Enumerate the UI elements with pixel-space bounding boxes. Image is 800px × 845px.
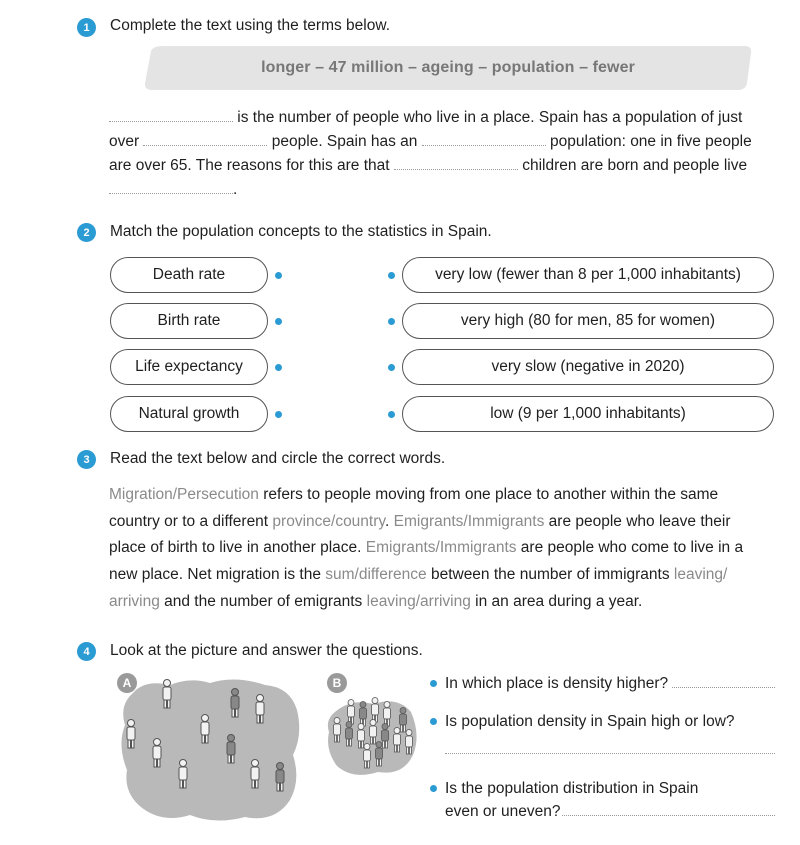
word-choice[interactable]: Migration/Persecution bbox=[109, 486, 259, 503]
question-1: In which place is density higher? bbox=[445, 675, 669, 692]
match-dot-right[interactable] bbox=[388, 318, 395, 325]
answer-blank[interactable] bbox=[394, 157, 518, 170]
match-dot-left[interactable] bbox=[275, 272, 282, 279]
para3-text: and the number of emigrants bbox=[159, 592, 367, 610]
exercise-1-heading: Complete the text using the terms below. bbox=[110, 17, 391, 34]
exercise-2-heading: Match the population concepts to the statistics in Spain. bbox=[110, 223, 492, 240]
picture-b-label: B bbox=[327, 673, 347, 693]
word-choice[interactable]: Emigrants/Immigrants bbox=[365, 539, 517, 557]
statistic-very-slow[interactable]: very slow (negative in 2020) bbox=[402, 349, 774, 385]
question-bullet bbox=[430, 718, 437, 725]
para3-text: refers to people moving from one place to another within the same bbox=[258, 486, 719, 503]
question-bullet bbox=[430, 680, 437, 687]
exercise-3-paragraph bbox=[109, 482, 769, 616]
para1-text: are over 65. The reasons for this are that bbox=[109, 157, 394, 174]
para3-text: new place. Net migration is the bbox=[109, 566, 326, 584]
word-choice[interactable]: Emigrants/Immigrants bbox=[393, 512, 545, 530]
concept-death-rate[interactable]: Death rate bbox=[110, 257, 268, 293]
para3-text: place of birth to live in another place. bbox=[109, 539, 366, 557]
answer-blank[interactable] bbox=[109, 109, 233, 122]
para1-line-1 bbox=[109, 106, 742, 130]
para3-text: . bbox=[385, 512, 394, 530]
match-dot-right[interactable] bbox=[388, 272, 395, 279]
concept-birth-rate[interactable]: Birth rate bbox=[110, 303, 268, 339]
para1-text: is the number of people who live in a place. Spain has a population of just bbox=[233, 109, 743, 126]
exercise-number-4: 4 bbox=[77, 642, 96, 661]
answer-line-2[interactable] bbox=[445, 752, 775, 754]
para1-text: children are born and people live bbox=[517, 157, 748, 174]
answer-line-3[interactable] bbox=[562, 814, 775, 816]
word-choice[interactable]: leaving/arriving bbox=[366, 592, 471, 610]
match-dot-left[interactable] bbox=[275, 318, 282, 325]
para3-text: between the number of immigrants bbox=[426, 566, 674, 584]
concept-natural-growth[interactable]: Natural growth bbox=[110, 396, 268, 432]
para3-line-5 bbox=[109, 589, 769, 616]
para1-text: population: one in five people bbox=[545, 133, 752, 150]
statistic-very-high[interactable]: very high (80 for men, 85 for women) bbox=[402, 303, 774, 339]
exercise-1-paragraph bbox=[109, 106, 759, 202]
answer-blank[interactable] bbox=[109, 181, 233, 194]
answer-blank[interactable] bbox=[143, 133, 267, 146]
terms-list: longer – 47 million – ageing – population – fewer bbox=[261, 59, 635, 76]
exercise-number-1: 1 bbox=[77, 18, 96, 37]
terms-banner bbox=[143, 45, 753, 91]
picture-a-label: A bbox=[117, 673, 137, 693]
para3-text: in an area during a year. bbox=[470, 592, 643, 610]
para3-text: are people who leave their bbox=[544, 512, 731, 530]
picture-b-dense-population bbox=[323, 690, 423, 780]
word-choice[interactable]: province/country bbox=[272, 512, 385, 530]
para3-line-3 bbox=[109, 535, 769, 562]
match-dot-left[interactable] bbox=[275, 364, 282, 371]
match-dot-right[interactable] bbox=[388, 411, 395, 418]
para1-line-2 bbox=[109, 130, 752, 154]
exercise-3-heading: Read the text below and circle the correct words. bbox=[110, 450, 446, 467]
answer-blank[interactable] bbox=[422, 133, 546, 146]
para3-line-4 bbox=[109, 562, 769, 589]
question-3-line-1: Is the population distribution in Spain bbox=[445, 780, 699, 797]
para1-text: over bbox=[109, 133, 144, 150]
para1-line-4 bbox=[109, 178, 237, 202]
para1-text: . bbox=[233, 181, 238, 198]
concept-life-expectancy[interactable]: Life expectancy bbox=[110, 349, 268, 385]
word-choice[interactable]: arriving bbox=[109, 592, 160, 610]
para1-line-3 bbox=[109, 154, 747, 178]
question-3-line-2: even or uneven? bbox=[445, 803, 561, 820]
para1-text: people. Spain has an bbox=[267, 133, 422, 150]
exercise-4-heading: Look at the picture and answer the questions. bbox=[110, 642, 423, 659]
match-dot-left[interactable] bbox=[275, 411, 282, 418]
exercise-number-2: 2 bbox=[77, 223, 96, 242]
question-bullet bbox=[430, 785, 437, 792]
para3-line-2 bbox=[109, 509, 769, 536]
question-2: Is population density in Spain high or low? bbox=[445, 713, 735, 730]
match-dot-right[interactable] bbox=[388, 364, 395, 371]
exercise-number-3: 3 bbox=[77, 450, 96, 469]
picture-a-sparse-population bbox=[115, 675, 305, 825]
word-choice[interactable]: leaving/ bbox=[673, 566, 728, 584]
statistic-low[interactable]: low (9 per 1,000 inhabitants) bbox=[402, 396, 774, 432]
statistic-very-low[interactable]: very low (fewer than 8 per 1,000 inhabitants) bbox=[402, 257, 774, 293]
answer-line-1[interactable] bbox=[672, 686, 775, 688]
para3-text: country or to a different bbox=[109, 512, 273, 530]
para3-line-1 bbox=[109, 482, 769, 509]
word-choice[interactable]: sum/difference bbox=[325, 566, 427, 584]
para3-text: are people who come to live in a bbox=[516, 539, 744, 557]
